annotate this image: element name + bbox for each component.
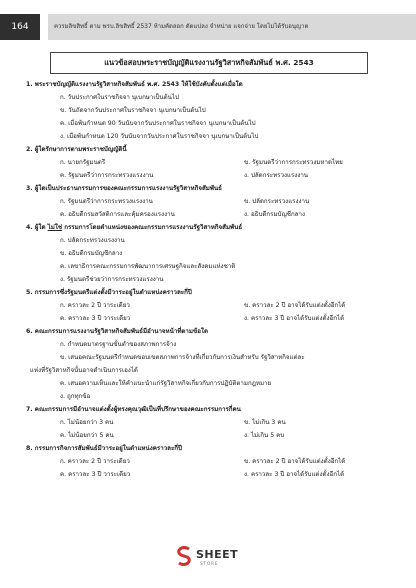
option: ก. รัฐมนตรีว่าการกระทรวงแรงงาน [60,198,153,205]
option: ค. คราวละ 3 ปี วาระเดียว [60,471,131,478]
option: ง. ปลัดกระทรวงแรงงาน [244,172,309,179]
question-6: 6. คณะกรรมการแรงงานรัฐวิสาหกิจสัมพันธ์มีอำนาจหน้าที่ตามข้อใด [26,328,208,335]
option: ก. กำหนดมาตรฐานขั้นต่ำของสภาพการจ้าง [60,341,177,348]
option: ก. ปลัดกระทรวงแรงงาน [60,237,125,244]
question-1: 1. พระราชบัญญัติแรงงานรัฐวิสาหกิจสัมพันธ์ พ.ศ. 2543 ให้ใช้บังคับตั้งแต่เมื่อใด [26,81,243,88]
option-row [26,156,396,169]
option: ข. ปลัดกระทรวงแรงงาน [244,198,310,205]
option: ข. คราวละ 2 ปี อาจได้รับแต่งตั้งอีกได้ [244,302,346,309]
question-4-suffix: กรรมการโดยตำแหน่งของคณะกรรมการแรงงานรัฐวิสาหกิจสัมพันธ์ [62,224,243,231]
page-header [0,14,416,40]
option: ง. อธิบดีกรมบัญชีกลาง [244,211,305,218]
option: ง. ถูกทุกข้อ [60,393,91,400]
option: ก. นายกรัฐมนตรี [60,159,106,166]
question-5: 5. กรรมการซึ่งรัฐมนตรีแต่งตั้งมีวาระอยู่ในตำแหน่งคราวละกี่ปี [26,289,192,296]
option-row [26,299,396,312]
copyright-notice: ควรมลิขสิทธิ์ ตาม พรบ.ลิขสิทธิ์ 2537 ห้ามคัดลอก ดัดแปลง จำหน่าย แจกจ่าย โดยไม่ได้รับอนุญาต [48,14,416,40]
option: ค. อธิบดีกรมสวัสดิการและคุ้มครองแรงงาน [60,211,175,218]
question-2: 2. ผู้ใดรักษาการตามพระราชบัญญัตินี้ [26,146,127,153]
option: ค. คราวละ 3 ปี วาระเดียว [60,315,131,322]
option: ค. เสนอความเห็นและให้คำแนะนำแก่รัฐวิสาหกิจเกี่ยวกับการปฏิบัติตามกฎหมาย [60,380,272,387]
document-title: แนวข้อสอบพระราชบัญญัติแรงงานรัฐวิสาหกิจสัมพันธ์ พ.ศ. 2543 [50,52,368,74]
option: ง. ไม่เกิน 5 คน [244,432,285,439]
option: ข. ไม่เกิน 3 คน [244,419,286,426]
question-8: 8. กรรมการกิจการสัมพันธ์มีวาระอยู่ในตำแหน่งคราวละกี่ปี [26,445,182,452]
logo-wordmark: SHEET [196,548,239,561]
option: ก. คราวละ 2 ปี วาระเดียว [60,458,130,465]
option-row [26,468,396,481]
option-row [26,416,396,429]
question-3: 3. ผู้ใดเป็นประธานกรรมการของคณะกรรมการแรงงานรัฐวิสาหกิจสัมพันธ์ [26,185,222,192]
question-4-prefix: 4. ผู้ใด [26,224,48,231]
option: ข. คราวละ 2 ปี อาจได้รับแต่งตั้งอีกได้ [244,458,346,465]
option: ข. รัฐมนตรีว่าการกระทรวงมหาดไทย [244,159,343,166]
option: ข. อธิบดีกรมบัญชีกลาง [60,250,123,257]
option-row [26,169,396,182]
option-row [26,455,396,468]
option: ก. คราวละ 2 ปี วาระเดียว [60,302,130,309]
option: ง. คราวละ 3 ปี อาจได้รับแต่งตั้งอีกได้ [244,471,345,478]
logo-mark-icon [176,546,192,566]
question-list [26,78,396,481]
option: ค. เลขาธิการคณะกรรมการพัฒนาการเศรษฐกิจและสังคมแห่งชาติ [60,263,236,270]
logo-subtext: STORE [200,561,219,566]
option-row [26,429,396,442]
option: ก. ไม่น้อยกว่า 3 คน [60,419,114,426]
option: ง. คราวละ 3 ปี อาจได้รับแต่งตั้งอีกได้ [244,315,345,322]
sheet-store-logo [176,546,246,570]
option: ก. วันประกาศในราชกิจจา นุเบกษาเป็นต้นไป [60,94,179,101]
option-row [26,195,396,208]
question-4 [26,221,396,234]
option-continued: แห่งที่รัฐวิสาหกิจนั้นอาจดำเนินการเองได้ [30,367,138,374]
page-number: 164 [0,14,40,40]
option: ง. เมื่อพ้นกำหนด 120 วันนับจากวันประกาศในราชกิจจา นุเบกษาเป็นต้นไป [60,133,259,140]
question-7: 7. คณะกรรมการมีอำนาจแต่งตั้งผู้ทรงคุณวุฒิเป็นที่ปรึกษาของคณะกรรมการกี่คน [26,406,241,413]
option: ค. เมื่อพ้นกำหนด 90 วันนับจากวันประกาศในราชกิจจา นุเบกษาเป็นต้นไป [60,120,256,127]
question-4-emphasis: ไม่ใช่ [47,224,63,231]
option: ข. เสนอคณะรัฐมนตรีกำหนดขอบเขตสภาพการจ้างที่เกี่ยวกับการเงินสำหรับ รัฐวิสาหกิจแต่ละ [60,354,305,361]
option: ข. วันถัดจากวันประกาศในราชกิจจา นุเบกษาเป็นต้นไป [60,107,206,114]
option: ค. รัฐมนตรีว่าการกระทรวงแรงงาน [60,172,154,179]
option: ค. ไม่น้อยกว่า 5 คน [60,432,114,439]
option-row [26,208,396,221]
option: ง. รัฐมนตรีช่วยว่าการกระทรวงแรงงาน [60,276,164,283]
option-row [26,312,396,325]
